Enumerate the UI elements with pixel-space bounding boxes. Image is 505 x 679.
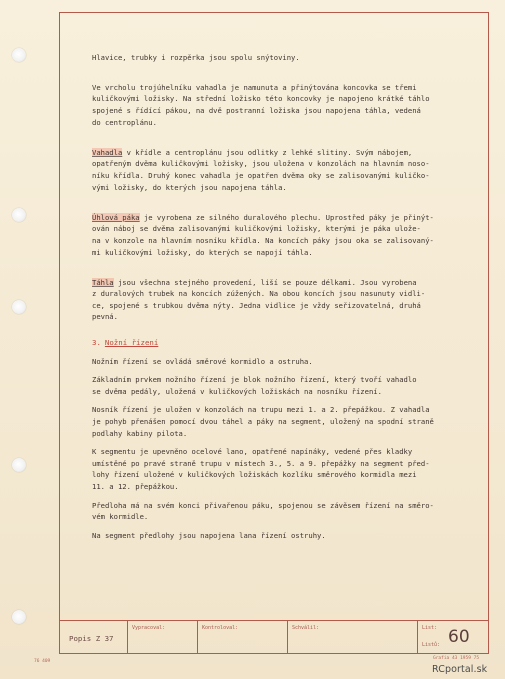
section-title: Nožní řízení bbox=[104, 338, 159, 348]
paragraph-text: Základním prvkem nožního řízení je blok nožního řízení, který tvoří vahadlo se dvěma pedály, uložená v kuličkových ložiskách na nosníku řízení. bbox=[92, 375, 417, 396]
paragraph-text: K segmentu je upevněno ocelové lano, opatřené napínáky, vedené přes kladky umístěné po pravé straně trupu v místech 3., 5. a 9. přepážky na segment před- lohy řízení uložené v kuličkových ložiskách kozlíku směrového kormidla mezi 11. a 12. přepážkou. bbox=[92, 447, 430, 491]
watermark-text: RCportal.sk bbox=[432, 664, 488, 675]
schvalil-cell bbox=[287, 621, 417, 654]
doc-label: Popis Z 37 bbox=[69, 634, 114, 643]
kontroloval-label: Kontroloval: bbox=[202, 625, 239, 631]
term-tahla: Táhla bbox=[92, 277, 114, 287]
paragraph-text: Hlavice, trubky i rozpěrka jsou spolu snýtoviny. bbox=[92, 52, 300, 62]
punch-hole-1 bbox=[12, 48, 26, 62]
print-imprint: Grafia 43 1959 75 bbox=[433, 656, 480, 661]
paragraph-text: je vyrobena ze silného duralového plechu. Uprostřed páky je přinýt- ován náboj se dvěma zalisovanými kuličkovými ložisky, kterými je páka ulože- na v konzole na hlavním nosníku křídla. Na koncích páky jsou oka se zalisovaný- mi kuličkovými ložisky, do kterých se napojí táhla. bbox=[92, 212, 434, 257]
section-paragraph-6 bbox=[92, 530, 477, 542]
paragraph-text: Nosník řízení je uložen v konzolách na trupu mezi 1. a 2. přepážkou. Z vahadla je pohyb přenášen pomocí dvou táhel a páky na segment, uložený na spodní straně podlahy kabiny pilota. bbox=[92, 405, 434, 438]
section-paragraph-5 bbox=[92, 500, 477, 523]
kontroloval-cell bbox=[197, 621, 287, 654]
section-paragraph-1 bbox=[92, 356, 477, 368]
list-label: List: bbox=[422, 625, 438, 631]
paragraph-hlavice bbox=[92, 40, 477, 63]
paragraph-text: Na segment předlohy jsou napojena lana řízení ostruhy. bbox=[92, 530, 326, 540]
paragraph-text: v křídle a centroplánu jsou odlitky z lehké slitiny. Svým nábojem, opatřeným dvěma kuličkovými ložisky, jsou uložena v konzolách na hlavním noso- níku křídla. Druhý konec vahadla je opatřen dvěma oky se zalisovanými kuličko- vými ložisky, do kterých jsou napojena táhla. bbox=[92, 147, 430, 192]
document-body bbox=[92, 40, 477, 548]
list-cell bbox=[417, 621, 489, 654]
paragraph-uhlova-paka bbox=[92, 200, 477, 258]
paragraph-text: Předloha má na svém konci přivařenou páku, spojenou se závěsem řízení na směro- vém kormidle. bbox=[92, 500, 434, 522]
section-heading bbox=[92, 337, 477, 349]
section-paragraph-3 bbox=[92, 404, 477, 439]
vypracoval-cell bbox=[127, 621, 197, 654]
listu-label: Listů: bbox=[422, 642, 441, 648]
paragraph-vrchol bbox=[92, 70, 477, 128]
doc-label-cell bbox=[59, 621, 127, 654]
section-number: 3. bbox=[92, 338, 101, 348]
schvalil-label: Schválil: bbox=[292, 625, 320, 631]
page-number: 60 bbox=[448, 627, 470, 647]
term-uhlova-paka: Úhlová páka bbox=[92, 212, 140, 222]
punch-hole-5 bbox=[12, 610, 26, 624]
paragraph-text: Ve vrcholu trojúhelníku vahadla je namunuta a přinýtována koncovka se třemi kuličkovými ložisky. Na střední ložisko této koncovky je napojeno krátké táhlo spojené s řídící pákou, na dvě postranní ložiska jsou napojena táhla, vedená do centroplánu. bbox=[92, 82, 430, 127]
punch-hole-4 bbox=[12, 458, 26, 472]
term-vahadla: Vahadla bbox=[92, 147, 123, 157]
paragraph-tahla bbox=[92, 265, 477, 323]
punch-hole-3 bbox=[12, 300, 26, 314]
paragraph-vahadla bbox=[92, 135, 477, 193]
section-paragraph-2 bbox=[92, 374, 477, 397]
form-code: 76 409 bbox=[34, 659, 51, 664]
title-block bbox=[59, 620, 489, 654]
vypracoval-label: Vypracoval: bbox=[132, 625, 166, 631]
section-paragraph-4 bbox=[92, 446, 477, 492]
paragraph-text: Nožním řízení se ovládá směrové kormidlo a ostruha. bbox=[92, 356, 313, 366]
paragraph-text: jsou všechna stejného provedení, liší se pouze délkami. Jsou vyrobena z duralových trubek na koncích zúžených. Na obou koncích jsou nasunuty vidli- ce, spojené s trubkou dvěma nýty. Jedna vidlice je vždy seřizovatelná, druhá pevná. bbox=[92, 277, 426, 322]
punch-hole-2 bbox=[12, 208, 26, 222]
